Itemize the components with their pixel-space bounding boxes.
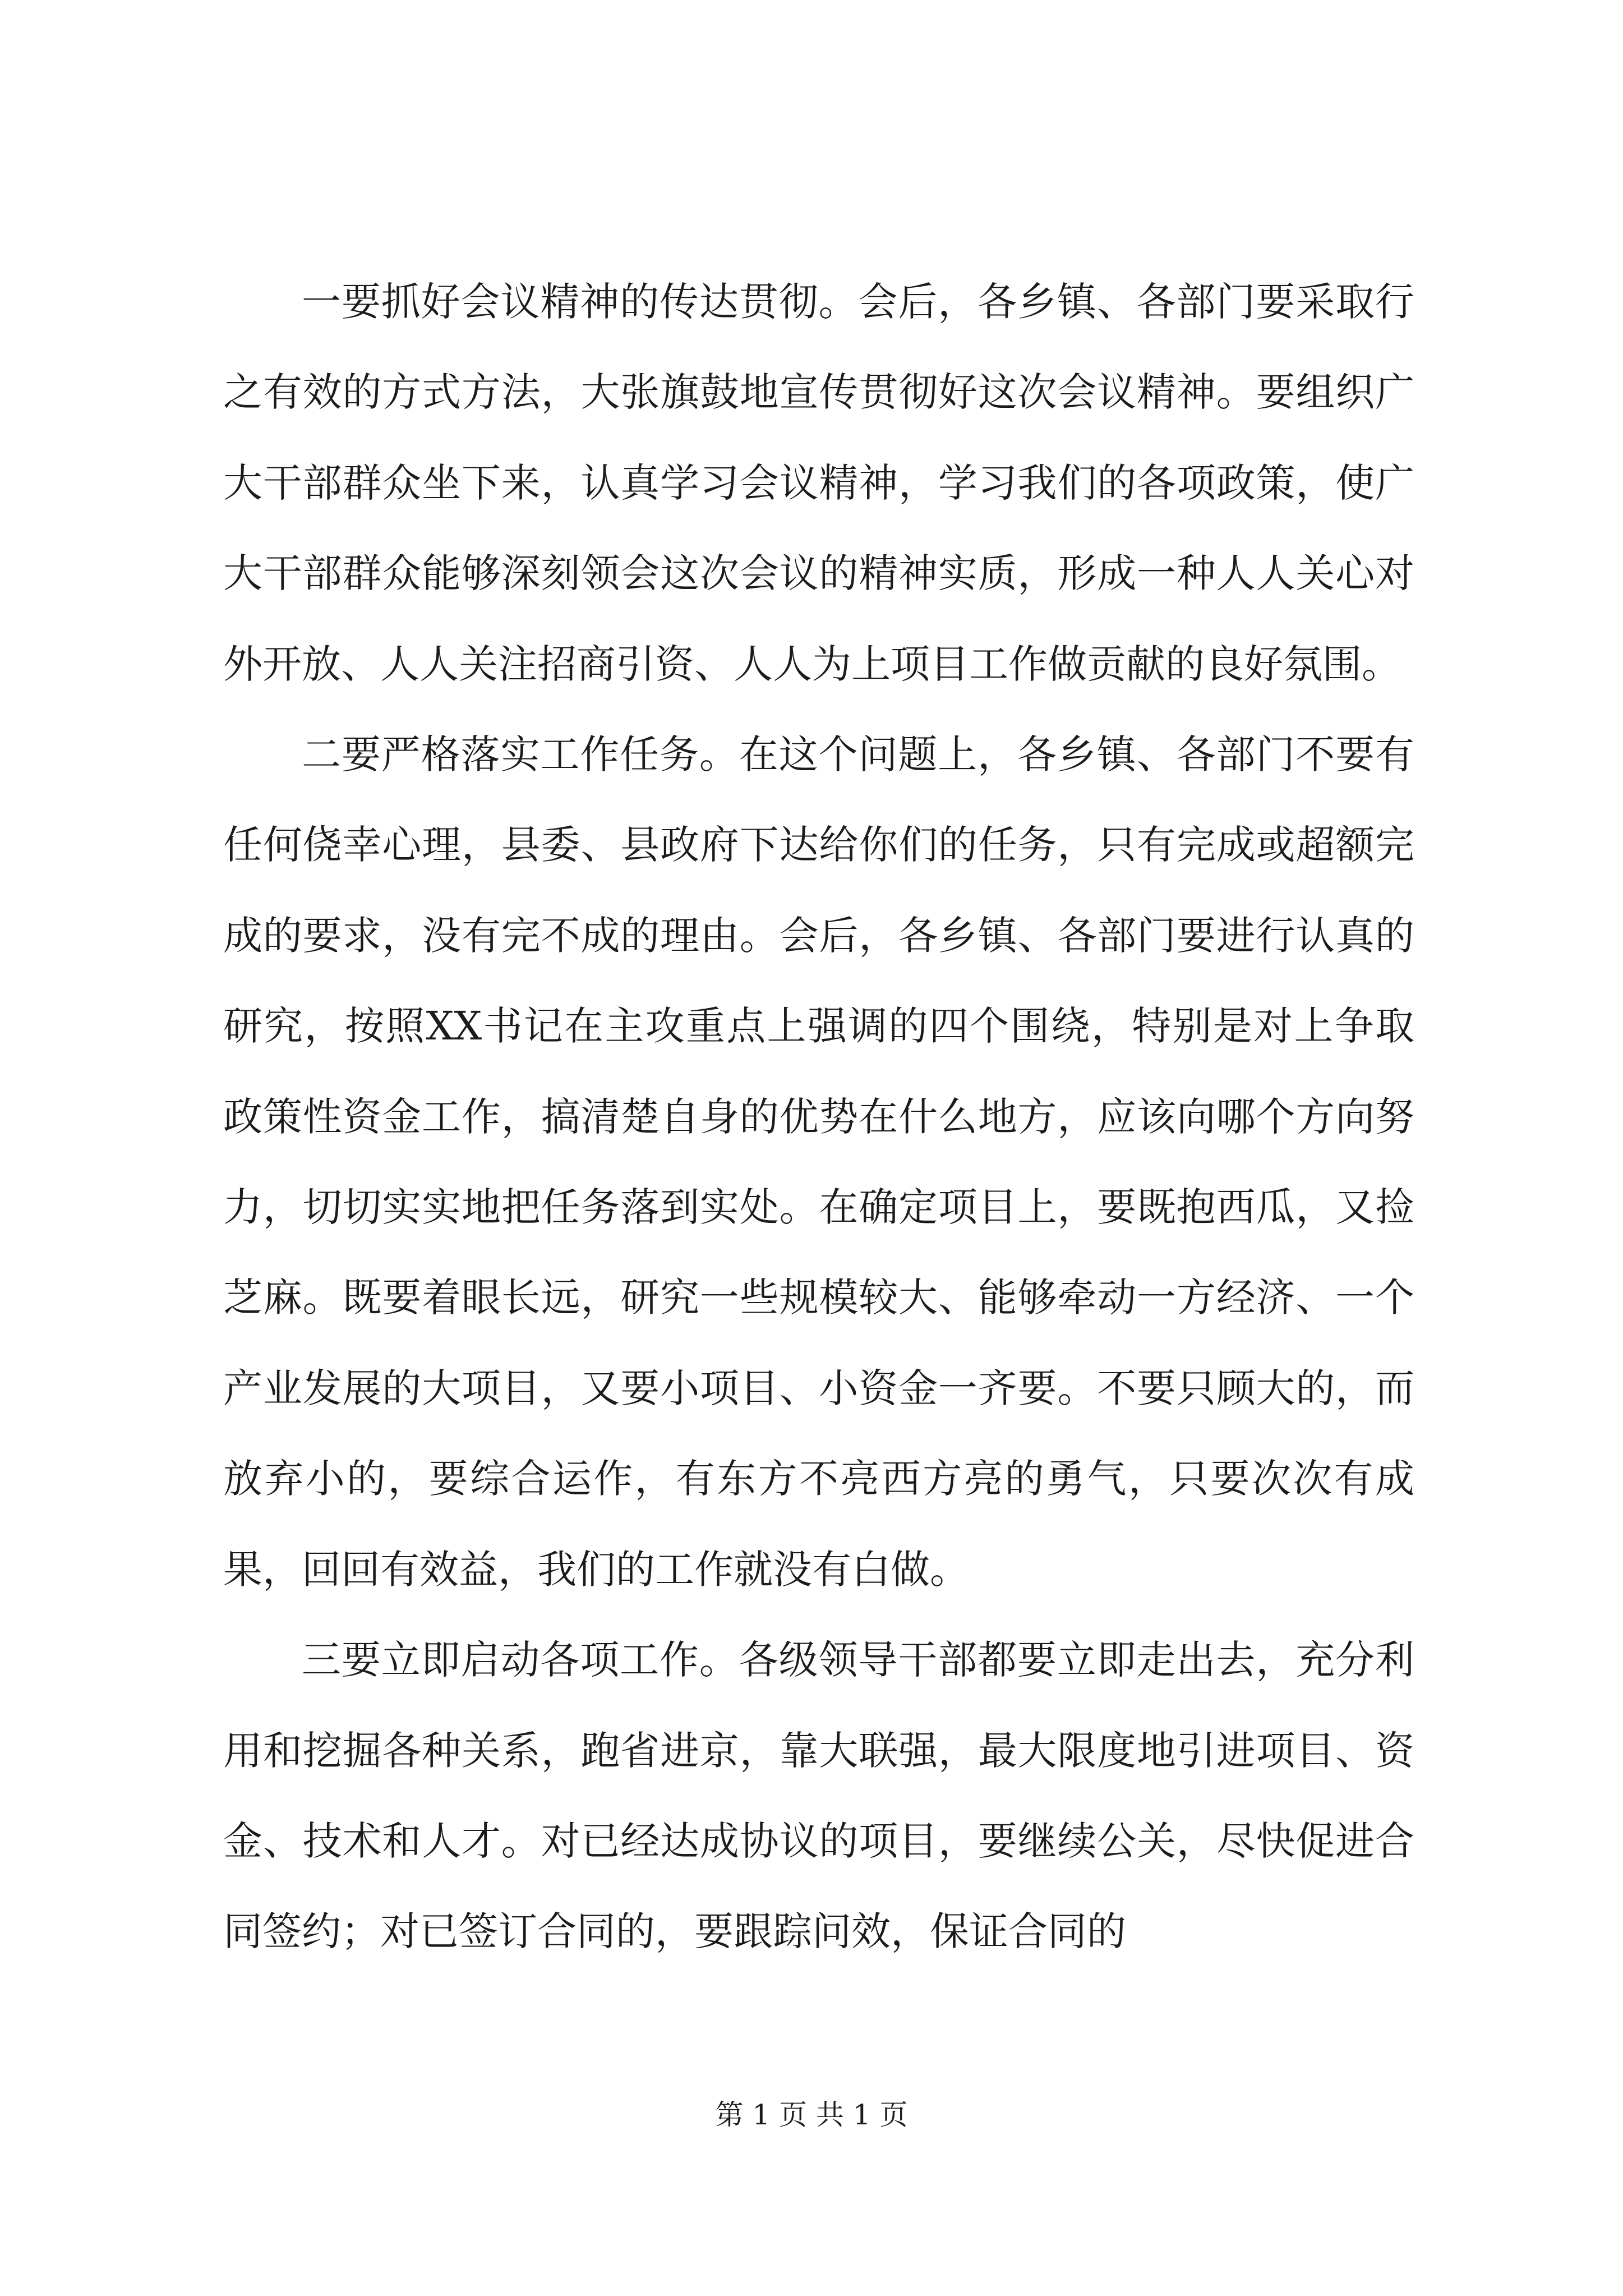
document-body [223,257,1414,1977]
page-number-footer: 第 1 页 共 1 页 [715,2099,908,2131]
paragraph-3: 三要立即启动各项工作。各级领导干部都要立即走出去，充分利用和挖掘各种关系，跑省进京，靠大联强，最大限度地引进项目、资金、技术和人才。对已经达成协议的项目，要继续公关，尽快促进合同签约；对已签订合同的，要跟踪问效，保证合同的 [223,1637,1414,1955]
paragraph-2: 二要严格落实工作任务。在这个问题上，各乡镇、各部门不要有任何侥幸心理，县委、县政府下达给你们的任务，只有完成或超额完成的要求，没有完不成的理由。会后，各乡镇、各部门要进行认真的研究，按照XX书记在主攻重点上强调的四个围绕，特别是对上争取政策性资金工作，搞清楚自身的优势在什么地方，应该向哪个方向努力，切切实实地把任务落到实处。在确定项目上，要既抱西瓜，又捡芝麻。既要着眼长远，研究一些规模较大、能够牵动一方经济、一个产业发展的大项目，又要小项目、小资金一齐要。不要只顾大的，而放弃小的，要综合运作，有东方不亮西方亮的勇气，只要次次有成果，回回有效益，我们的工作就没有白做。 [223,731,1414,1593]
paragraph-1: 一要抓好会议精神的传达贯彻。会后，各乡镇、各部门要采取行之有效的方式方法，大张旗鼓地宣传贯彻好这次会议精神。要组织广大干部群众坐下来，认真学习会议精神，学习我们的各项政策，使广大干部群众能够深刻领会这次会议的精神实质，形成一种人人关心对外开放、人人关注招商引资、人人为上项目工作做贡献的良好氛围。 [223,279,1414,687]
